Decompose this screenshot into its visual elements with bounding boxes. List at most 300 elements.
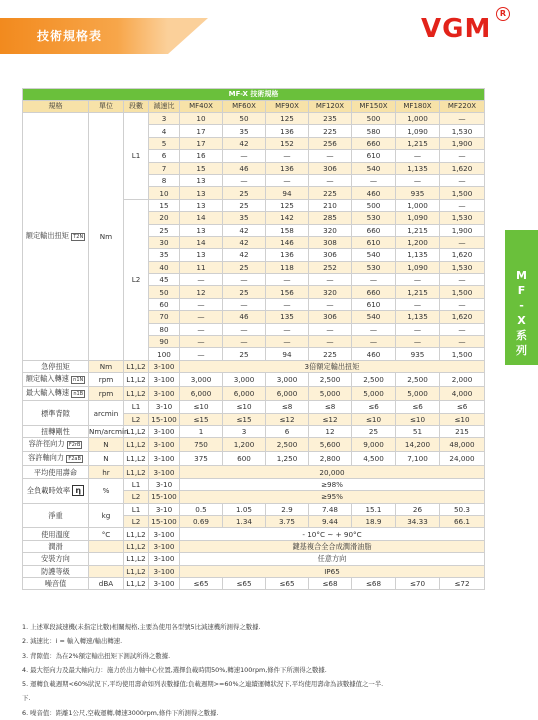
stage-cell: L1,L2 (124, 553, 149, 565)
table-cell: 25 (352, 425, 396, 437)
table-cell: — (266, 274, 309, 286)
table-cell: 3-100 (149, 438, 180, 452)
spec-label (23, 466, 89, 478)
side-tab-char: X (517, 314, 526, 327)
table-cell: 9.44 (309, 515, 352, 527)
table-cell: 94 (266, 187, 309, 199)
merged-value: 任意方向 (180, 553, 485, 565)
table-cell: 3-100 (149, 466, 180, 478)
spec-label-text: 急停扭矩 (41, 362, 70, 371)
table-cell: 35 (149, 249, 180, 261)
table-cell: 3-10 (149, 401, 180, 413)
table-cell: 15-100 (149, 413, 180, 425)
table-cell: 66.1 (440, 515, 485, 527)
table-cell: 10 (149, 187, 180, 199)
table-cell: 20 (149, 212, 180, 224)
table-cell: 1,215 (396, 137, 440, 149)
table-cell: — (180, 348, 223, 360)
column-header: MF60X (223, 101, 266, 113)
table-cell: 46 (223, 311, 266, 323)
footnote-line: 1. 上述單段減速機(未指定比數)相關規格,主要為使用各型號5比減速機所測得之數據. (22, 623, 261, 631)
table-cell: 125 (266, 113, 309, 125)
table-cell: 3-100 (149, 425, 180, 437)
table-cell: 136 (266, 162, 309, 174)
table-cell: 1.34 (223, 515, 266, 527)
unit-cell: Nm (89, 360, 124, 372)
stage-cell: L1 (124, 401, 149, 413)
table-cell: — (352, 174, 396, 186)
table-cell: ≤10 (440, 413, 485, 425)
table-cell: 210 (309, 199, 352, 211)
stage-cell: L1,L2 (124, 438, 149, 452)
table-cell: 146 (266, 236, 309, 248)
table-cell: ≤65 (223, 577, 266, 589)
table-cell: — (309, 298, 352, 310)
stage-cell: L2 (124, 199, 149, 360)
table-row (23, 553, 485, 565)
table-cell: — (396, 174, 440, 186)
stage-cell: L1,L2 (124, 528, 149, 540)
spec-label-text: 標準背隙 (41, 408, 70, 418)
footnote-line: 3. 背隙值：為在2%額定輸出扭矩下測試所得之數據. (22, 651, 171, 660)
table-cell: 252 (309, 261, 352, 273)
page-header (0, 0, 538, 57)
spec-label-text: 全負載時效率 (26, 486, 71, 496)
table-cell: ≤68 (352, 577, 396, 589)
table-cell: 1,090 (396, 261, 440, 273)
unit-cell: kg (89, 503, 124, 528)
table-cell: ≤6 (440, 401, 485, 413)
table-cell: 6 (266, 425, 309, 437)
table-row (23, 528, 485, 540)
table-cell: — (309, 150, 352, 162)
table-cell: — (223, 336, 266, 348)
table-cell: 610 (352, 236, 396, 248)
stage-cell: L1,L2 (124, 466, 149, 478)
table-cell: 10 (180, 113, 223, 125)
spec-label-text: 淨重 (48, 510, 63, 520)
table-row (23, 466, 485, 478)
table-cell: 0.5 (180, 503, 223, 515)
unit-cell: rpm (89, 387, 124, 401)
spec-label-text: 潤滑 (48, 541, 63, 551)
table-cell: — (266, 323, 309, 335)
column-header: 規格 (23, 101, 89, 113)
table-cell: — (440, 336, 485, 348)
table-cell: 26 (396, 503, 440, 515)
table-cell: — (223, 174, 266, 186)
table-cell: 11 (180, 261, 223, 273)
spec-label-text: 使用溫度 (41, 529, 70, 539)
table-cell: 308 (309, 236, 352, 248)
table-cell: 13 (180, 249, 223, 261)
table-cell: 540 (352, 162, 396, 174)
table-cell: 51 (396, 425, 440, 437)
table-cell: — (309, 174, 352, 186)
table-cell: 1,090 (396, 212, 440, 224)
table-cell: 42 (223, 224, 266, 236)
table-cell: 3.75 (266, 515, 309, 527)
spec-label-text: 額定輸出扭矩 (25, 230, 69, 240)
table-row (23, 478, 485, 490)
spec-label (23, 478, 89, 503)
table-cell: ≤70 (396, 577, 440, 589)
unit-cell: hr (89, 466, 124, 478)
table-cell: 42 (223, 137, 266, 149)
table-cell: — (396, 323, 440, 335)
table-cell: — (440, 236, 485, 248)
table-cell: 5 (149, 137, 180, 149)
table-cell: 15.1 (352, 503, 396, 515)
footnote-line: 6. 噪音值：距離1公尺,空載運轉,轉速3000rpm,條件下所測得之數據. (22, 708, 219, 717)
table-cell: 42 (223, 249, 266, 261)
table-cell: 16 (180, 150, 223, 162)
table-cell: 610 (352, 150, 396, 162)
table-cell: 2,000 (440, 373, 485, 387)
table-cell: ≤68 (309, 577, 352, 589)
table-cell: 540 (352, 311, 396, 323)
table-cell: 3 (149, 113, 180, 125)
table-cell: 42 (223, 236, 266, 248)
table-cell: 935 (396, 187, 440, 199)
side-tab-char: F (517, 284, 526, 297)
merged-value: ≥98% (180, 478, 485, 490)
table-cell: ≤15 (223, 413, 266, 425)
table-cell: 1,500 (440, 348, 485, 360)
table-cell: 14,200 (396, 438, 440, 452)
stage-cell: L1 (124, 113, 149, 200)
table-cell: 45 (149, 274, 180, 286)
table-cell: ≤10 (396, 413, 440, 425)
table-cell: 2,500 (309, 373, 352, 387)
table-cell: 2.9 (266, 503, 309, 515)
table-cell: 7.48 (309, 503, 352, 515)
unit-cell: Nm (89, 113, 124, 361)
table-title: MF-X 技術規格 (23, 89, 485, 101)
spec-label-text: 防護等級 (41, 566, 70, 576)
table-cell: 46 (223, 162, 266, 174)
table-cell: 48,000 (440, 438, 485, 452)
table-cell: — (440, 274, 485, 286)
table-cell: — (396, 274, 440, 286)
stage-cell: L1,L2 (124, 387, 149, 401)
table-cell: 94 (266, 348, 309, 360)
formula-symbol: F2aB (68, 456, 81, 463)
table-cell: 3-10 (149, 503, 180, 515)
unit-cell: dBA (89, 577, 124, 589)
table-cell: 80 (149, 323, 180, 335)
table-cell: 50 (149, 286, 180, 298)
table-row (23, 577, 485, 589)
table-cell: ≤65 (266, 577, 309, 589)
table-cell: — (440, 298, 485, 310)
table-cell: 1,900 (440, 137, 485, 149)
table-cell: 125 (266, 199, 309, 211)
table-cell: — (352, 336, 396, 348)
table-cell: 13 (180, 174, 223, 186)
table-cell: 1,250 (266, 452, 309, 466)
table-cell: 1,000 (396, 113, 440, 125)
spec-label-text: 噪音值 (44, 579, 67, 589)
table-cell: 660 (352, 286, 396, 298)
table-cell: 2,800 (309, 452, 352, 466)
table-cell: 1,530 (440, 261, 485, 273)
table-cell: — (396, 298, 440, 310)
table-cell: 660 (352, 137, 396, 149)
table-cell: — (352, 274, 396, 286)
table-cell: 1,215 (396, 224, 440, 236)
stage-cell: L1,L2 (124, 373, 149, 387)
table-cell: 15-100 (149, 515, 180, 527)
spec-label (23, 425, 89, 437)
spec-label-text: 額定輸入轉速 (25, 374, 69, 384)
footnote-line: 2. 減速比：i = 輸入轉速/輸出轉速. (22, 637, 123, 646)
table-cell: 15-100 (149, 491, 180, 503)
table-cell: 306 (309, 249, 352, 261)
stage-cell: L2 (124, 515, 149, 527)
table-cell: 660 (352, 224, 396, 236)
table-cell: 320 (309, 224, 352, 236)
table-cell: — (309, 274, 352, 286)
table-cell: 136 (266, 249, 309, 261)
table-cell: 5,600 (309, 438, 352, 452)
table-cell: 40 (149, 261, 180, 273)
table-cell: — (440, 323, 485, 335)
table-row (23, 452, 485, 466)
column-header: MF90X (266, 101, 309, 113)
table-cell: 4,000 (440, 387, 485, 401)
spec-label (23, 373, 89, 387)
spec-label (23, 360, 89, 372)
table-cell: 35 (223, 212, 266, 224)
header-accent (168, 18, 208, 54)
table-cell: 6,000 (180, 387, 223, 401)
table-cell: 306 (309, 311, 352, 323)
spec-label (23, 577, 89, 589)
table-cell: 3-100 (149, 387, 180, 401)
table-cell: 17 (180, 137, 223, 149)
formula-symbol: n1N (73, 377, 84, 384)
table-cell: ≤6 (396, 401, 440, 413)
table-cell: 375 (180, 452, 223, 466)
table-cell: 1,500 (440, 286, 485, 298)
table-cell: ≤6 (352, 401, 396, 413)
table-cell: 3,000 (266, 373, 309, 387)
table-cell: — (440, 150, 485, 162)
vgm-logo: VGM (421, 14, 492, 44)
unit-cell: Nm/arcmin (89, 427, 129, 437)
table-cell: 2,500 (352, 373, 396, 387)
table-cell: ≤8 (309, 401, 352, 413)
table-cell: 6,000 (223, 387, 266, 401)
table-cell: — (309, 323, 352, 335)
table-cell: 158 (266, 224, 309, 236)
table-cell: 5,000 (396, 387, 440, 401)
table-cell: — (223, 150, 266, 162)
table-cell: 500 (352, 113, 396, 125)
table-cell: 90 (149, 336, 180, 348)
table-cell: 1,200 (396, 236, 440, 248)
table-cell: 530 (352, 261, 396, 273)
spec-label (23, 438, 89, 452)
merged-value: IP65 (180, 565, 485, 577)
table-cell: ≤10 (352, 413, 396, 425)
unit-cell (89, 553, 124, 565)
table-cell: 13 (180, 224, 223, 236)
table-row (23, 360, 485, 372)
table-cell: 34.33 (396, 515, 440, 527)
table-cell: 17 (180, 125, 223, 137)
spec-label-text: 最大輸入轉速 (25, 388, 70, 398)
table-cell: 60 (149, 298, 180, 310)
table-cell: — (223, 274, 266, 286)
table-cell: 15 (149, 199, 180, 211)
unit-cell: °C (89, 528, 124, 540)
spec-table (22, 88, 485, 590)
table-cell: 24,000 (440, 452, 485, 466)
table-cell: 70 (149, 311, 180, 323)
column-header: MF150X (352, 101, 396, 113)
spec-label-text: 容許徑向力 (28, 439, 65, 449)
table-cell: 18.9 (352, 515, 396, 527)
table-cell: 580 (352, 125, 396, 137)
stage-cell: L1,L2 (124, 577, 149, 589)
table-cell: 600 (223, 452, 266, 466)
table-cell: — (309, 336, 352, 348)
merged-value: 20,000 (180, 466, 485, 478)
table-cell: 135 (266, 311, 309, 323)
table-row (23, 565, 485, 577)
table-cell: 35 (223, 125, 266, 137)
table-cell: 1,200 (223, 438, 266, 452)
page-title: 技術規格表 (37, 29, 103, 43)
unit-cell (89, 565, 124, 577)
table-cell: 3,000 (180, 373, 223, 387)
table-cell: — (180, 311, 223, 323)
stage-cell: L2 (124, 413, 149, 425)
footnote-line: 下. (22, 694, 31, 703)
table-cell: 320 (309, 286, 352, 298)
table-row (23, 503, 485, 515)
table-row (23, 425, 485, 437)
table-cell: — (180, 336, 223, 348)
table-cell: — (180, 298, 223, 310)
column-header: 段數 (124, 101, 149, 113)
table-cell: 3-100 (149, 528, 180, 540)
table-cell: 1,135 (396, 162, 440, 174)
table-cell: 7 (149, 162, 180, 174)
footnote-line: 4. 最大徑向力及最大軸向力：施力於出力軸中心位置,選擇負載時間50%,轉速100rpm,條件下所測得之數據. (22, 665, 327, 674)
table-cell: 3-100 (149, 373, 180, 387)
column-header: MF40X (180, 101, 223, 113)
table-cell: — (396, 336, 440, 348)
table-cell: 5,000 (352, 387, 396, 401)
stage-cell: L1,L2 (124, 360, 149, 372)
table-cell: 530 (352, 212, 396, 224)
footnotes (22, 620, 492, 720)
table-row (23, 113, 485, 125)
spec-label (23, 553, 89, 565)
column-header: MF180X (396, 101, 440, 113)
table-cell: — (440, 113, 485, 125)
table-cell: 4 (149, 125, 180, 137)
table-cell: 1,090 (396, 125, 440, 137)
spec-label (23, 503, 89, 528)
table-cell: 1,530 (440, 125, 485, 137)
table-cell: ≤10 (223, 401, 266, 413)
table-cell: 540 (352, 249, 396, 261)
table-cell: — (440, 174, 485, 186)
table-cell: 12 (309, 425, 352, 437)
table-cell: — (266, 298, 309, 310)
table-cell: ≤15 (180, 413, 223, 425)
table-cell: 25 (223, 199, 266, 211)
table-cell: 3,000 (223, 373, 266, 387)
table-row (23, 387, 485, 401)
table-cell: 256 (309, 137, 352, 149)
table-cell: 0.69 (180, 515, 223, 527)
table-cell: — (223, 298, 266, 310)
table-cell: 25 (223, 286, 266, 298)
table-cell: 225 (309, 125, 352, 137)
table-cell: — (440, 199, 485, 211)
table-cell: 3-100 (149, 565, 180, 577)
table-cell: 4,500 (352, 452, 396, 466)
table-cell: 1,135 (396, 311, 440, 323)
side-tab-char: 列 (516, 344, 527, 357)
table-cell: 118 (266, 261, 309, 273)
table-cell: 1,620 (440, 249, 485, 261)
footnote-line: 5. 運轉負載週期<60%狀況下,平均使用壽命如列表數據值;負載週期>=60%之連續運轉狀況下,平均使用壽命為該數據值之一半. (22, 680, 384, 689)
spec-label (23, 452, 89, 466)
stage-cell: L2 (124, 491, 149, 503)
table-cell: ≤72 (440, 577, 485, 589)
unit-cell (89, 540, 124, 552)
table-cell: 610 (352, 298, 396, 310)
table-cell: 3 (223, 425, 266, 437)
table-cell: 25 (223, 187, 266, 199)
table-cell: — (180, 274, 223, 286)
merged-value: ≥95% (180, 491, 485, 503)
table-cell: 142 (266, 212, 309, 224)
stage-cell: L1,L2 (124, 540, 149, 552)
stage-cell: L1,L2 (124, 425, 149, 437)
table-cell: 6,000 (266, 387, 309, 401)
spec-label (23, 401, 89, 426)
table-cell: — (266, 150, 309, 162)
table-cell: 935 (396, 348, 440, 360)
table-row (23, 401, 485, 413)
series-side-label (506, 268, 537, 358)
formula-symbol: η (72, 485, 84, 496)
table-cell: 156 (266, 286, 309, 298)
spec-label (23, 565, 89, 577)
spec-label (23, 387, 89, 401)
table-cell: 152 (266, 137, 309, 149)
table-cell: 1.05 (223, 503, 266, 515)
column-header: 單位 (89, 101, 124, 113)
table-cell: 12 (180, 286, 223, 298)
table-cell: 14 (180, 212, 223, 224)
table-cell: 460 (352, 187, 396, 199)
table-cell: ≤65 (180, 577, 223, 589)
table-cell: 2,500 (396, 373, 440, 387)
side-tab-char: - (519, 299, 524, 312)
table-cell: 500 (352, 199, 396, 211)
unit-cell: N (89, 452, 124, 466)
table-cell: 225 (309, 348, 352, 360)
merged-value: 鍵基複合全合成潤滑油脂 (180, 540, 485, 552)
